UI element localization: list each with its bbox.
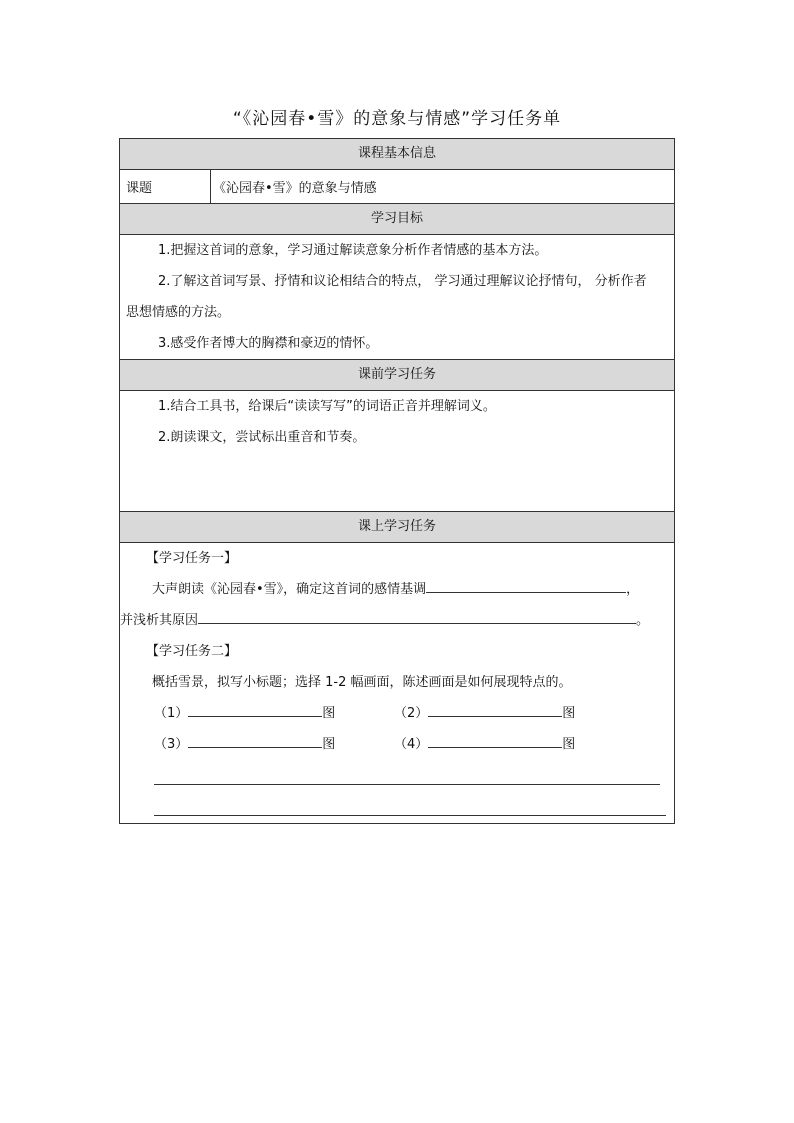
pre-class-item: 1.结合工具书，给课后“读读写写”的词语正音并理解词义。 — [158, 399, 496, 414]
basic-info-header-text: 课程基本信息 — [358, 146, 437, 161]
task1-line2 — [120, 605, 674, 636]
pre-class-header-text: 课前学习任务 — [358, 367, 437, 382]
task2-blank-row-1 — [120, 698, 674, 729]
blank-suffix: 图 — [562, 706, 576, 721]
objective-item: 3.感受作者博大的胸襟和豪迈的情怀。 — [158, 336, 379, 351]
answer-line-2[interactable] — [154, 815, 666, 816]
blank-number: （2） — [394, 706, 429, 721]
subtitle-line-2[interactable] — [428, 702, 562, 717]
pre-class-item: 2.朗读课文，尝试标出重音和节奏。 — [158, 430, 366, 445]
task2-title: 【学习任务二】 — [146, 644, 238, 659]
task1-line1-suffix: ， — [626, 582, 640, 597]
blank-suffix: 图 — [322, 737, 336, 752]
topic-label: 课题 — [120, 170, 211, 204]
task1-line1-text: 大声朗读《沁园春•雪》，确定这首词的感情基调 — [152, 582, 427, 597]
subtitle-blank-2 — [394, 698, 575, 729]
subtitle-line-1[interactable] — [188, 702, 322, 717]
basic-info-header — [120, 139, 675, 170]
task2-instruction: 概括雪景，拟写小标题；选择 1-2 幅画面，陈述画面是如何展现特点的。 — [152, 675, 572, 690]
task1-line2-suffix: 。 — [636, 613, 650, 628]
subtitle-blank-4 — [394, 729, 575, 760]
page-title: “《沁园春•雪》的意象与情感”学习任务单 — [232, 109, 562, 129]
reason-blank[interactable] — [198, 609, 636, 624]
blank-number: （3） — [154, 737, 189, 752]
objectives-header — [120, 204, 675, 235]
subtitle-blank-1 — [154, 698, 335, 729]
objectives-header-text: 学习目标 — [371, 211, 424, 226]
subtitle-blank-3 — [154, 729, 335, 760]
blank-suffix: 图 — [322, 706, 336, 721]
task1-line1 — [120, 574, 674, 605]
subtitle-line-3[interactable] — [188, 733, 322, 748]
task-sheet-table — [119, 138, 675, 824]
blank-number: （1） — [154, 706, 189, 721]
task2-blank-row-2 — [120, 729, 674, 760]
task1-title: 【学习任务一】 — [146, 551, 238, 566]
objectives-content — [120, 235, 675, 360]
in-class-header-text: 课上学习任务 — [358, 519, 437, 534]
tone-blank[interactable] — [426, 578, 626, 593]
blank-number: （4） — [394, 737, 429, 752]
answer-line-1[interactable] — [154, 784, 660, 785]
in-class-header — [120, 512, 675, 543]
blank-suffix: 图 — [562, 737, 576, 752]
in-class-content — [120, 543, 675, 824]
subtitle-line-4[interactable] — [428, 733, 562, 748]
objective-item: 2.了解这首词写景、抒情和议论相结合的特点， 学习通过理解议论抒情句， 分析作者 — [158, 274, 647, 289]
objective-item-continuation: 思想情感的方法。 — [126, 305, 231, 320]
objective-item: 1.把握这首词的意象，学习通过解读意象分析作者情感的基本方法。 — [158, 243, 548, 258]
pre-class-content — [120, 391, 675, 512]
pre-class-header — [120, 360, 675, 391]
task1-line2-text: 并浅析其原因 — [120, 613, 199, 628]
topic-value: 《沁园春•雪》的意象与情感 — [211, 170, 675, 204]
